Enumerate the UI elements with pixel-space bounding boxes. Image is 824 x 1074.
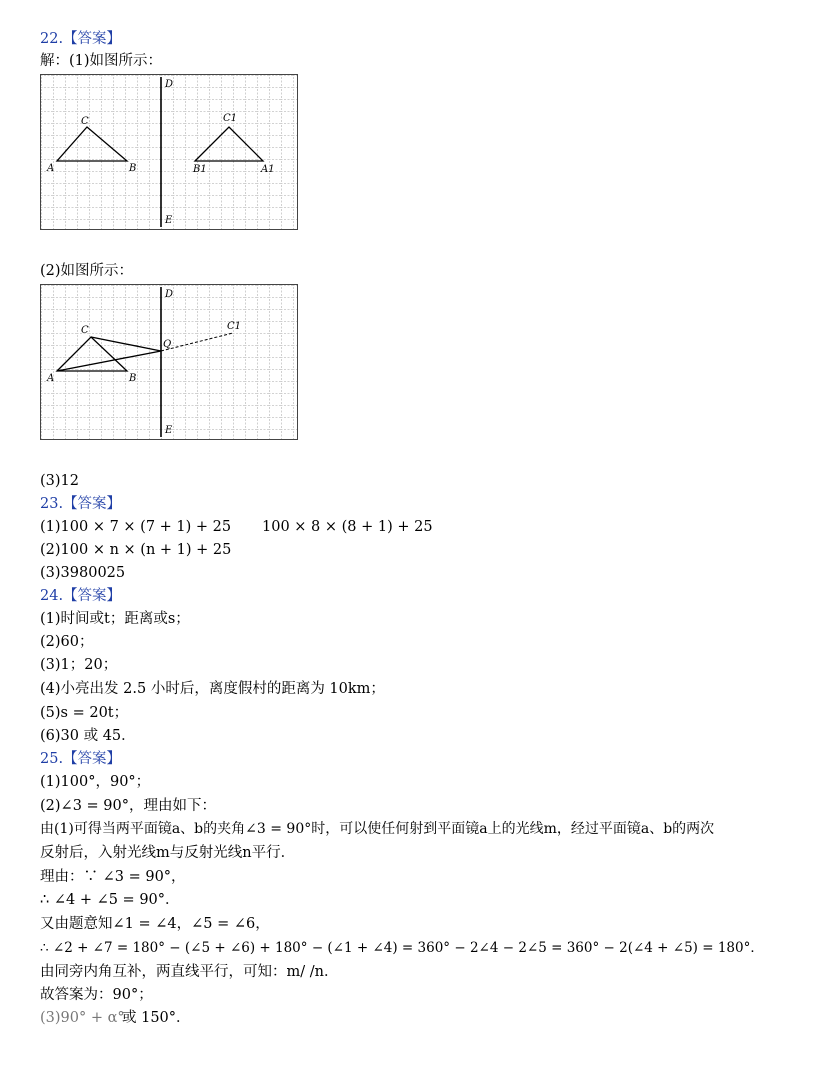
label-b: B bbox=[129, 373, 137, 384]
figure-1 bbox=[40, 74, 298, 230]
label-b: B bbox=[129, 163, 137, 174]
label-c1: C1 bbox=[223, 113, 238, 124]
q25-line-11b: 或 150°． bbox=[122, 1010, 191, 1026]
q24-line-1: (1)时间或t；距离或s； bbox=[40, 611, 190, 627]
q24-line-3: (3)1；20； bbox=[40, 657, 118, 673]
label-c1: C1 bbox=[227, 321, 242, 332]
q25-line-3: 由(1)可得当两平面镜a、b的夹角∠3 = 90°时，可以使任何射到平面镜a上的光线m，经过平面镜a、b的两次 bbox=[40, 821, 715, 837]
q25-line-11a: (3)90° + α° bbox=[40, 1010, 125, 1026]
q25-line-10: 故答案为：90°； bbox=[40, 987, 153, 1003]
q25-line-6: ∴ ∠4 + ∠5 = 90°． bbox=[40, 892, 180, 908]
q23-line-3: (3)3980025 bbox=[40, 565, 126, 581]
q25-heading: 25.【答案】 bbox=[40, 751, 122, 767]
q23-line-2: (2)100 × n × (n + 1) + 25 bbox=[40, 542, 232, 558]
label-a: A bbox=[47, 163, 55, 174]
q25-line-7: 又由题意知∠1 = ∠4，∠5 = ∠6， bbox=[40, 916, 270, 932]
q24-line-6: (6)30 或 45． bbox=[40, 728, 136, 744]
q23-line-1a: (1)100 × 7 × (7 + 1) + 25 bbox=[40, 519, 232, 535]
q25-line-5: 理由：∵ ∠3 = 90°， bbox=[40, 869, 186, 885]
q24-heading: 24.【答案】 bbox=[40, 588, 122, 604]
label-a1: A1 bbox=[261, 164, 275, 175]
label-d: D bbox=[165, 289, 174, 300]
label-c: C bbox=[81, 325, 89, 336]
label-d: D bbox=[165, 79, 174, 90]
figure-2 bbox=[40, 284, 298, 440]
label-e: E bbox=[165, 215, 173, 226]
q22-line-1: 解：(1)如图所示： bbox=[40, 53, 163, 69]
label-b1: B1 bbox=[193, 164, 207, 175]
q22-line-2: (2)如图所示： bbox=[40, 263, 134, 279]
q23-heading: 23.【答案】 bbox=[40, 496, 122, 512]
q24-line-2: (2)60； bbox=[40, 634, 94, 650]
label-c: C bbox=[81, 116, 89, 127]
label-q: Q bbox=[163, 339, 172, 350]
q22-line-3: (3)12 bbox=[40, 473, 79, 489]
q22-heading: 22.【答案】 bbox=[40, 31, 122, 47]
q25-line-2: (2)∠3 = 90°，理由如下： bbox=[40, 798, 216, 814]
q25-line-9: 由同旁内角互补，两直线平行，可知：m/ /n． bbox=[40, 964, 339, 980]
q25-line-4: 反射后，入射光线m与反射光线n平行． bbox=[40, 845, 296, 861]
label-e: E bbox=[165, 425, 173, 436]
q24-line-4: (4)小亮出发 2.5 小时后，离度假村的距离为 10km； bbox=[40, 681, 385, 697]
q25-line-8: ∴ ∠2 + ∠7 = 180° − (∠5 + ∠6) + 180° − (∠1 + ∠4) = 360° − 2∠4 − 2∠5 = 360° − 2(∠4 + ∠5) = 180°． bbox=[40, 940, 764, 956]
q24-line-5: (5)s = 20t； bbox=[40, 705, 129, 721]
q23-line-1b: 100 × 8 × (8 + 1) + 25 bbox=[262, 519, 433, 535]
label-a: A bbox=[47, 373, 55, 384]
q25-line-1: (1)100°，90°； bbox=[40, 774, 151, 790]
